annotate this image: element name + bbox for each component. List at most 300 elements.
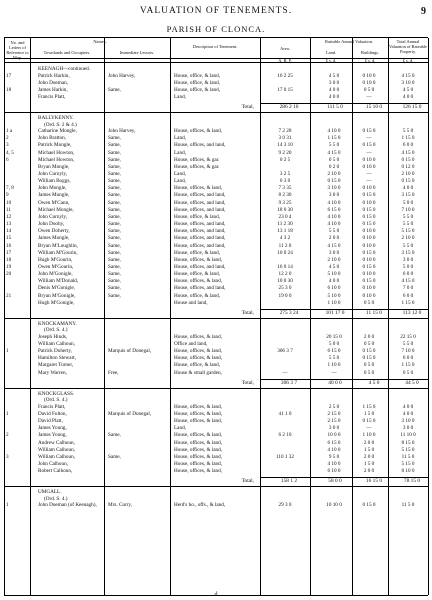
cell-bldg: 1 5 0 [363, 410, 375, 417]
cell-ref: 2 [6, 135, 9, 142]
cell-area: 23 0 4 [278, 213, 292, 220]
table-row [4, 461, 428, 468]
cell-bldg: 2 0 0 [363, 333, 375, 340]
cell-ref: 7, 8 [6, 185, 14, 192]
cell-bldg: 0 15 0 [362, 263, 376, 270]
cell-total: 4 0 0 [402, 403, 414, 410]
cell-land: 2 10 0 [327, 256, 341, 263]
cell-occ: John Curnyly, [38, 213, 68, 220]
cell-occ: Michael Howton, [38, 156, 75, 163]
cell-desc: House, offices, and land, [174, 285, 226, 292]
cell-area: 16 0 14 [277, 263, 293, 270]
cell-lessor: Same, [108, 156, 121, 163]
cell-bldg: 0 10 0 [362, 199, 376, 206]
total-bldg: 4 5 0 [368, 379, 380, 386]
cell-total: 4 15 0 [401, 149, 415, 156]
cell-land: 1 15 0 [327, 135, 341, 142]
cell-occ: William M'Donald, [38, 278, 79, 285]
cell-land: 3 0 0 [328, 249, 340, 256]
table-row [4, 142, 428, 149]
cell-occ: William Calhoun, [38, 446, 75, 453]
table-row [4, 411, 428, 418]
table-row [4, 214, 428, 221]
cell-desc: House, office, & land, [174, 86, 221, 93]
cell-land: 1 10 0 [327, 362, 341, 369]
cell-area: 11 2 30 [277, 221, 293, 228]
cell-area: 12 2 0 [278, 271, 292, 278]
cell-area: 0 2 5 [279, 156, 291, 163]
footer-mark: d [214, 592, 218, 598]
cell-total: 4 15 0 [401, 278, 415, 285]
cell-bldg: 2 0 0 [363, 439, 375, 446]
table-row [4, 362, 428, 369]
cell-land: 0 2 0 [328, 163, 340, 170]
cell-area: 3 0 31 [278, 135, 292, 142]
area-units: A. R. P. [278, 58, 292, 63]
cell-land: 6 15 0 [327, 439, 341, 446]
cell-desc: Land, [174, 178, 186, 185]
table-row [4, 250, 428, 257]
cell-desc: House, offices, and land, [174, 263, 226, 270]
total-bldg: 16 15 0 [365, 478, 383, 485]
section-title: BALLYKENNY. [38, 115, 74, 122]
cell-area: — [282, 369, 288, 376]
cell-occ: William M'Gourin, [38, 249, 78, 256]
table-row [4, 80, 428, 87]
cell-ref: 14 [6, 228, 12, 235]
cell-bldg: 0 15 0 [362, 213, 376, 220]
cell-bldg: 0 5 0 [363, 299, 375, 306]
cell-occ: Michael Howton, [38, 149, 75, 156]
table-row [4, 164, 428, 171]
total-land: 58 0 0 [328, 478, 342, 485]
cell-area: 13 1 18 [277, 228, 293, 235]
cell-occ: William Boggs, [38, 178, 71, 185]
cell-bldg: 0 5 0 [363, 341, 375, 347]
cell-occ: Owen M'Cann, [38, 199, 70, 206]
cell-area: 7 3 35 [278, 185, 292, 192]
cell-ref: 21 [6, 292, 12, 299]
table-row [4, 73, 428, 80]
cell-bldg: 0 15 0 [362, 355, 376, 362]
cell-occ: James Mongle, [38, 235, 70, 242]
cell-desc: Land, [174, 171, 186, 177]
cell-land: 6 10 0 [327, 468, 341, 475]
cell-ref: 1 [6, 502, 9, 509]
table-row [4, 192, 428, 199]
cell-land: 6 15 0 [327, 206, 341, 213]
cell-land: 3 0 0 [328, 79, 340, 86]
cell-area: 18 0 30 [277, 206, 293, 213]
cell-total: 8 15 0 [401, 439, 415, 446]
cell-ref: 6 [6, 156, 9, 163]
total-bldg: 15 10 0 [365, 104, 383, 111]
table-row [4, 221, 428, 228]
total-label: Total, [241, 379, 254, 386]
table-row [4, 94, 428, 101]
cell-land: 5 10 0 [327, 292, 341, 299]
cell-total: 0 5 0 [402, 369, 414, 376]
cell-desc: House, offices, and land, [174, 199, 226, 206]
cell-total: 1 15 0 [401, 362, 415, 369]
cell-ref: 17 [6, 72, 12, 79]
cell-occ: John Doohy, [38, 221, 65, 228]
col-head-lessors: Immediate Lessors. [119, 50, 155, 55]
cell-desc: House, office, & land, [174, 249, 221, 256]
cell-area: 29 3 0 [278, 502, 292, 509]
cell-bldg: 0 10 0 [362, 235, 376, 242]
cell-total: 5 15 0 [401, 228, 415, 235]
cell-lessor: Same, [108, 149, 121, 156]
table-row [4, 300, 428, 307]
cell-bldg: 0 10 0 [362, 242, 376, 249]
table-row [4, 264, 428, 271]
cell-lessor: Marquis of Donegal, [108, 348, 152, 355]
table-row [4, 285, 428, 292]
cell-bldg: — [366, 425, 372, 432]
cell-area: 17 0 15 [277, 86, 293, 93]
cell-lessor: Same, [108, 285, 121, 292]
cell-desc: House, offices, & land, [174, 468, 223, 475]
cell-land: 2 15 0 [327, 418, 341, 425]
cell-area: 0 3 0 [279, 178, 291, 185]
cell-land: 4 10 0 [327, 213, 341, 220]
cell-lessor: Same, [108, 249, 121, 256]
cell-occ: David Fulton, [38, 410, 67, 417]
cell-area: 7 2 28 [278, 128, 292, 135]
cell-lessor: Same, [108, 221, 121, 228]
cell-desc: House, office, & land, [174, 79, 221, 86]
cell-lessor: Same, [108, 178, 121, 185]
total-label: Total, [241, 309, 254, 316]
cell-total: 5 0 0 [402, 199, 414, 206]
cell-desc: House, office, & land, [174, 213, 221, 220]
cell-occ: Michael Mongle, [38, 206, 74, 213]
col-head-names: Names. [93, 39, 107, 44]
total-row [4, 477, 428, 485]
cell-total: 5 5 0 [402, 213, 414, 220]
cell-occ: James Harkin, [38, 86, 68, 93]
cell-area: 14 3 10 [277, 142, 293, 149]
cell-occ: Margaret Turner, [38, 362, 74, 369]
cell-ref: 18 [6, 256, 12, 263]
cell-lessor: Same, [108, 271, 121, 278]
cell-desc: House, offices, & land, [174, 333, 223, 340]
cell-land: 2 5 0 [328, 403, 340, 410]
cell-bldg: 0 15 0 [362, 128, 376, 135]
col-head-total: Total Annual Valuation of Rateable Property. [388, 39, 428, 54]
cell-land: 2 0 0 [328, 235, 340, 242]
cell-total: 5 5 0 [402, 128, 414, 135]
cell-lessor: Same, [108, 142, 121, 149]
cell-total: 7 0 0 [402, 285, 414, 292]
table-row [4, 404, 428, 411]
table-row [4, 293, 428, 300]
table-row [4, 171, 428, 178]
cell-land: 3 0 0 [328, 425, 340, 432]
cell-desc: Land, [174, 93, 186, 100]
cell-bldg: 2 0 0 [363, 468, 375, 475]
total-total: 113 12 0 [402, 309, 422, 316]
cell-desc: House, offices, & land, [174, 460, 223, 467]
cell-bldg: — [366, 135, 372, 142]
cell-land: 4 10 0 [327, 199, 341, 206]
cell-total: 0 15 0 [401, 178, 415, 185]
cell-land: 4 0 0 [328, 86, 340, 93]
cell-ref: 1 [6, 348, 9, 355]
table-row [4, 235, 428, 242]
cell-desc: House, offices, & land, [174, 432, 223, 439]
cell-land: 9 5 0 [328, 453, 340, 460]
cell-ref: 13 [6, 221, 12, 228]
section-rule [4, 388, 428, 389]
cell-occ: William Calhoun, [38, 341, 75, 347]
section-subtitle: (Ord. S. 2 & 4.) [44, 121, 77, 128]
cell-area: 3 2 5 [279, 171, 291, 177]
cell-desc: House & small garden, [174, 369, 222, 376]
cell-desc: House, offices, & land, [174, 185, 223, 192]
total-bldg: 11 15 0 [366, 309, 382, 316]
cell-lessor: Same, [108, 228, 121, 235]
cell-total: 0 12 0 [401, 163, 415, 170]
cell-occ: John Mongle, [38, 185, 67, 192]
cell-total: 2 10 0 [401, 235, 415, 242]
table-row [4, 418, 428, 425]
cell-occ: Francis Platt, [38, 403, 66, 410]
cell-total: 1 15 0 [401, 135, 415, 142]
cell-occ: John Doeman, [38, 79, 68, 86]
table-row [4, 200, 428, 207]
cell-land: 5 5 0 [328, 355, 340, 362]
cell-desc: House, offices, & gar. [174, 156, 220, 163]
cell-bldg: 0 15 0 [362, 348, 376, 355]
cell-ref: 17 [6, 249, 12, 256]
cell-area: 11 2 0 [278, 242, 292, 249]
cell-land: 4 5 0 [328, 72, 340, 79]
cell-occ: John Curnyly, [38, 171, 68, 177]
cell-bldg: 1 5 0 [363, 446, 375, 453]
money-units: £ s. d. [325, 58, 337, 63]
cell-total: 3 10 0 [401, 418, 415, 425]
cell-total: 3 0 0 [402, 256, 414, 263]
cell-bldg: 1 15 0 [362, 403, 376, 410]
table-row [4, 341, 428, 348]
cell-ref: 19 [6, 263, 12, 270]
parish-title: PARISH OF CLONCA. [166, 24, 266, 34]
cell-area: 9 2 20 [278, 149, 292, 156]
cell-area: 10 0 30 [277, 278, 293, 285]
cell-bldg: 0 10 0 [362, 156, 376, 163]
cell-desc: House, offices, & land, [174, 355, 223, 362]
cell-occ: Catharine Mongle, [38, 128, 77, 135]
col-head-ref: No. and Letters of Reference to Map. [6, 40, 29, 60]
cell-total: 11 5 0 [401, 502, 415, 509]
cell-bldg: 0 15 0 [362, 502, 376, 509]
cell-land: 1 10 0 [327, 299, 341, 306]
cell-total: 22 15 0 [400, 333, 416, 340]
total-land: 40 0 0 [328, 379, 342, 386]
cell-desc: Office and land, [174, 341, 208, 347]
cell-land: 5 5 0 [328, 142, 340, 149]
total-label: Total, [241, 104, 254, 111]
cell-bldg: 0 10 0 [362, 285, 376, 292]
cell-desc: House, offices, and land, [174, 235, 226, 242]
cell-bldg: 0 10 0 [362, 79, 376, 86]
cell-land: 4 5 0 [328, 263, 340, 270]
total-area: 158 1 2 [280, 478, 298, 485]
total-land: 111 5 0 [327, 104, 343, 111]
cell-lessor: Same, [108, 163, 121, 170]
cell-area: 8 2 30 [278, 192, 292, 199]
cell-occ: Bryan M'Loughlin, [38, 242, 78, 249]
cell-lessor: Same, [108, 432, 121, 439]
col-head-townlands: Townlands and Occupiers. [43, 50, 91, 55]
table-row [4, 502, 428, 509]
cell-occ: Hugh M'Gourin, [38, 256, 73, 263]
cell-occ: Bryan Mongle, [38, 163, 70, 170]
cell-bldg: 0 10 0 [362, 271, 376, 278]
cell-total: 7 10 0 [401, 206, 415, 213]
cell-lessor: Same, [108, 278, 121, 285]
cell-land: 20 15 0 [326, 333, 342, 340]
cell-ref: 1 [6, 410, 9, 417]
col-head-description: Description of Tenement. [192, 44, 238, 49]
table-row [4, 447, 428, 454]
total-total: 44 5 0 [405, 379, 419, 386]
cell-occ: Denis M'Gonigle, [38, 285, 75, 292]
cell-lessor: Same, [108, 192, 121, 199]
cell-desc: Land, [174, 135, 186, 142]
cell-desc: House, office, & land, [174, 292, 221, 299]
cell-occ: Patrick Doherty, [38, 348, 72, 355]
section-title: KNOCKAMANY. [38, 320, 77, 327]
cell-area: 10 0 24 [277, 249, 293, 256]
cell-total: 5 0 0 [402, 263, 414, 270]
cell-desc: Land, [174, 149, 186, 156]
cell-lessor: Same, [108, 199, 121, 206]
cell-land: 4 0 0 [328, 93, 340, 100]
cell-total: 3 15 0 [401, 249, 415, 256]
cell-desc: House, office, & land, [174, 362, 221, 369]
cell-total: 5 15 0 [401, 460, 415, 467]
cell-desc: Land, [174, 425, 186, 432]
cell-occ: Owen M'Gourin, [38, 263, 74, 270]
cell-area: 4 3 2 [279, 235, 291, 242]
cell-bldg: 0 15 0 [362, 206, 376, 213]
cell-land: 5 0 0 [328, 341, 340, 347]
table-row [4, 454, 428, 461]
cell-land: 0 15 0 [327, 178, 341, 185]
cell-lessor: Same, [108, 263, 121, 270]
table-row [4, 128, 428, 135]
cell-bldg: 0 10 0 [362, 228, 376, 235]
section-rule [4, 486, 428, 487]
section-rule [4, 112, 428, 113]
section-subtitle: (Ord. S. 4.) [44, 327, 68, 334]
cell-land: 4 10 0 [327, 128, 341, 135]
col-head-land: Land. [325, 50, 337, 55]
table-row [4, 432, 428, 439]
cell-land: 4 0 0 [328, 278, 340, 285]
cell-land: 5 10 0 [327, 271, 341, 278]
cell-ref: 16 [6, 242, 12, 249]
cell-bldg: — [366, 93, 372, 100]
cell-desc: House, offices, & land, [174, 403, 223, 410]
section-title: KEENAGH—continued. [38, 66, 91, 72]
section-subtitle: (Ord. S. 4.) [44, 397, 68, 404]
cell-lessor: Same, [108, 213, 121, 220]
table-row [4, 370, 428, 377]
cell-total: 4 5 0 [402, 86, 414, 93]
cell-desc: House, offices, & land, [174, 256, 223, 263]
cell-land: 0 5 0 [328, 156, 340, 163]
cell-lessor: Marquis of Donegal, [108, 410, 152, 417]
cell-total: 11 10 0 [400, 432, 416, 439]
total-row [4, 309, 428, 317]
cell-desc: House, office, & land, [174, 271, 221, 278]
cell-occ: John Calhoun, [38, 460, 68, 467]
cell-occ: Hugh M'Gonigle, [38, 299, 75, 306]
cell-area: 110 1 32 [276, 453, 294, 460]
cell-lessor: Free, [108, 369, 119, 376]
cell-land: 4 15 0 [327, 242, 341, 249]
cell-total: 6 0 0 [402, 355, 414, 362]
section-title: KNOCKGLASS. [38, 390, 75, 397]
cell-ref: 1 a [6, 128, 13, 135]
cell-occ: Patrick Harkin, [38, 72, 70, 79]
table-row [4, 207, 428, 214]
cell-desc: House, offices, and land, [174, 242, 226, 249]
cell-lessor: John Harvey, [108, 72, 136, 79]
cell-ref: 3 [6, 453, 9, 460]
cell-total: 7 10 0 [401, 348, 415, 355]
cell-total: 3 15 0 [401, 192, 415, 199]
cell-bldg: 0 15 0 [362, 418, 376, 425]
cell-occ: James Mongle, [38, 192, 70, 199]
cell-bldg: 0 10 0 [362, 163, 376, 170]
money-units: £ s. d. [402, 58, 414, 63]
cell-land: 6 15 0 [327, 348, 341, 355]
total-total: 78 15 0 [403, 478, 421, 485]
cell-total: 5 15 0 [401, 446, 415, 453]
cell-bldg: 1 10 0 [362, 432, 376, 439]
total-area: 286 2 10 [279, 104, 299, 111]
table-row [4, 243, 428, 250]
cell-occ: Hamilton Stewart, [38, 355, 77, 362]
cell-total: 4 0 0 [402, 93, 414, 100]
cell-land: 5 5 0 [328, 228, 340, 235]
cell-land: 10 10 0 [326, 502, 342, 509]
cell-desc: House, offices, and land, [174, 142, 226, 149]
cell-bldg: — [366, 149, 372, 156]
cell-land: 4 10 0 [327, 221, 341, 228]
cell-lessor: Same, [108, 171, 121, 177]
cell-desc: House, office, & land, [174, 72, 221, 79]
cell-ref: 9 [6, 192, 9, 199]
cell-desc: House, offices, & gar. [174, 163, 220, 170]
cell-total: 8 10 0 [401, 468, 415, 475]
table-row [4, 468, 428, 475]
cell-occ: Owen Doherty, [38, 228, 70, 235]
cell-area: 19 0 0 [278, 292, 292, 299]
table-row [4, 257, 428, 264]
cell-total: 4 15 0 [401, 72, 415, 79]
cell-area: 16 2 25 [277, 72, 293, 79]
cell-desc: House, offices, & land, [174, 410, 223, 417]
cell-occ: Bryan M'Gonigle, [38, 292, 76, 299]
cell-land: 3 10 0 [327, 185, 341, 192]
total-total: 126 15 0 [402, 104, 422, 111]
